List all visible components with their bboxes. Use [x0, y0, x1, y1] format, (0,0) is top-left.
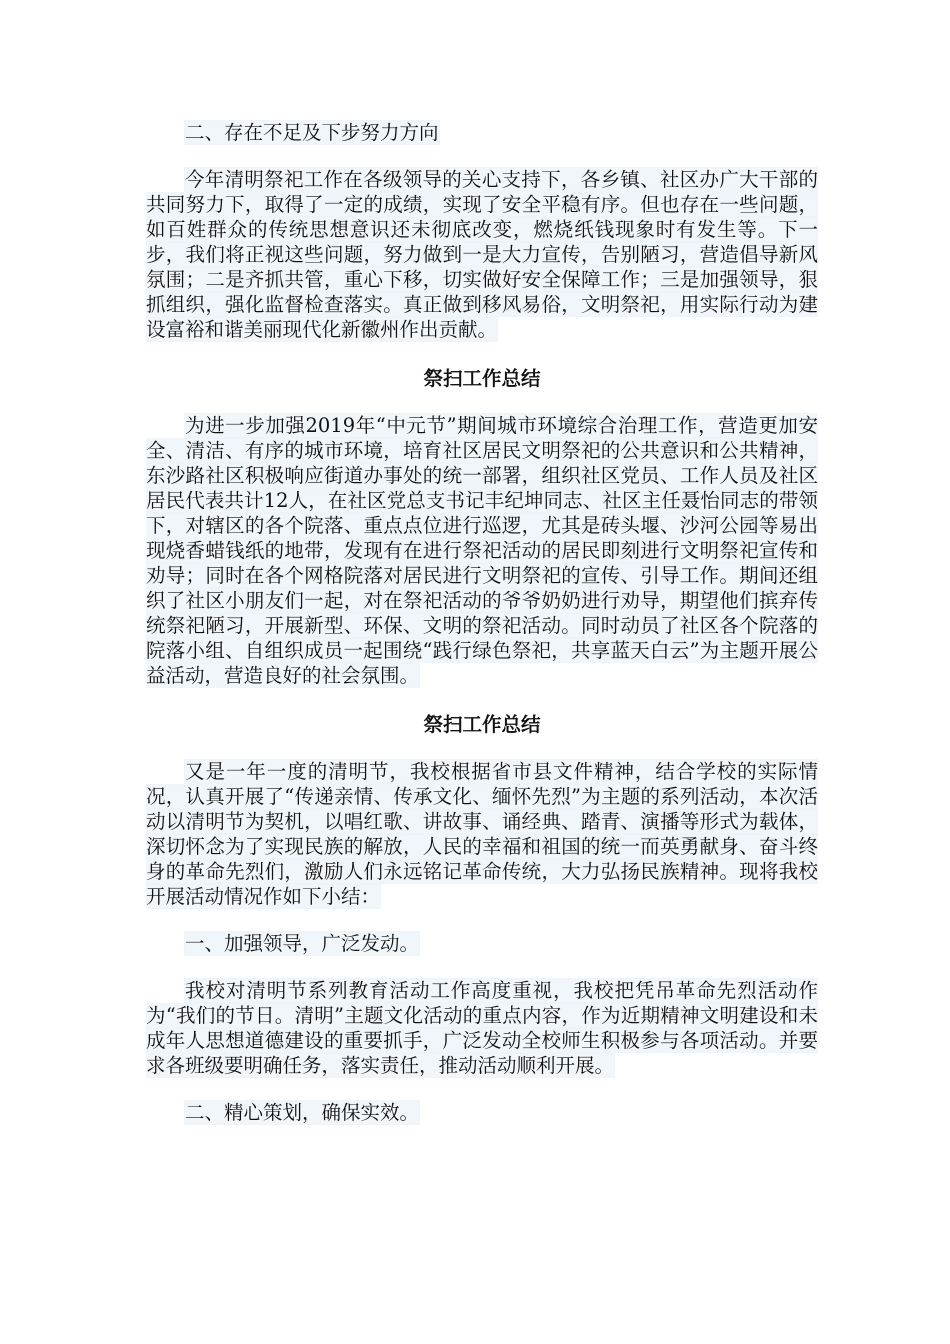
section-heading-leadership-text: 一、加强领导，广泛发动。	[185, 932, 420, 955]
paragraph-school-activities-text: 又是一年一度的清明节，我校根据省市县文件精神，结合学校的实际情况，认真开展了“传递亲情、传承文化、缅怀先烈”为主题的系列活动，本次活动以清明节为契机，以唱红歌、讲故事、诵经典、踏青、演播等形式为载体，深切怀念为了实现民族的解放，人民的幸福和祖国的统一而英勇献身、奋斗终身的革命先烈们，激励人们永远铭记革命传统，大力弘扬民族精神。现将我校开展活动情况作如下小结：	[146, 760, 818, 908]
section-heading-planning-text: 二、精心策划，确保实效。	[185, 1101, 420, 1124]
paragraph-school-activities	[146, 759, 818, 909]
paragraph-zhongyuan-festival-text: 为进一步加强2019年“中元节”期间城市环境综合治理工作，营造更加安全、清洁、有序的城市环境，培育社区居民文明祭祀的公共意识和公共精神，东沙路社区积极响应街道办事处的统一部署，组织社区党员、工作人员及社区居民代表共计12人，在社区党总支书记丰纪坤同志、社区主任聂怡同志的带领下，对辖区的各个院落、重点点位进行巡逻，尤其是砖头堰、沙河公园等易出现烧香蜡钱纸的地带，发现有在进行祭祀活动的居民即刻进行文明祭祀宣传和劝导；同时在各个网格院落对居民进行文明祭祀的宣传、引导工作。期间还组织了社区小朋友们一起，对在祭祀活动的爷爷奶奶进行劝导，期望他们摈弃传统祭祀陋习，开展新型、环保、文明的祭祀活动。同时动员了社区各个院落的院落小组、自组织成员一起围绕“践行绿色祭祀，共享蓝天白云”为主题开展公益活动，营造良好的社会氛围。	[146, 414, 818, 687]
paragraph-zhongyuan-festival	[146, 413, 818, 688]
paragraph-school-emphasis-text: 我校对清明节系列教育活动工作高度重视，我校把凭吊革命先烈活动作为“我们的节日。清明”主题文化活动的重点内容，作为近期精神文明建设和未成年人思想道德建设的重要抓手，广泛发动全校师生积极参与各项活动。并要求各班级要明确任务，落实责任，推动活动顺利开展。	[146, 979, 818, 1077]
document-body	[146, 120, 818, 1125]
section-heading-shortcomings-text: 二、存在不足及下步努力方向	[185, 121, 439, 144]
paragraph-school-emphasis	[146, 978, 818, 1078]
paragraph-qingming-summary	[146, 167, 818, 342]
section-heading-leadership	[146, 931, 818, 956]
title-sweeping-summary-2: 祭扫工作总结	[423, 713, 541, 736]
section-heading-shortcomings	[146, 120, 818, 145]
section-heading-planning	[146, 1100, 818, 1125]
paragraph-qingming-summary-text: 今年清明祭祀工作在各级领导的关心支持下，各乡镇、社区办广大干部的共同努力下，取得了一定的成绩，实现了安全平稳有序。但也存在一些问题，如百姓群众的传统思想意识还未彻底改变，燃烧纸钱现象时有发生等。下一步，我们将正视这些问题，努力做到一是大力宣传，告别陋习，营造倡导新风氛围；二是齐抓共管，重心下移，切实做好安全保障工作；三是加强领导，狠抓组织，强化监督检查落实。真正做到移风易俗，文明祭祀，用实际行动为建设富裕和谐美丽现代化新徽州作出贡献。	[146, 168, 818, 341]
title-sweeping-summary-1: 祭扫工作总结	[423, 367, 541, 390]
